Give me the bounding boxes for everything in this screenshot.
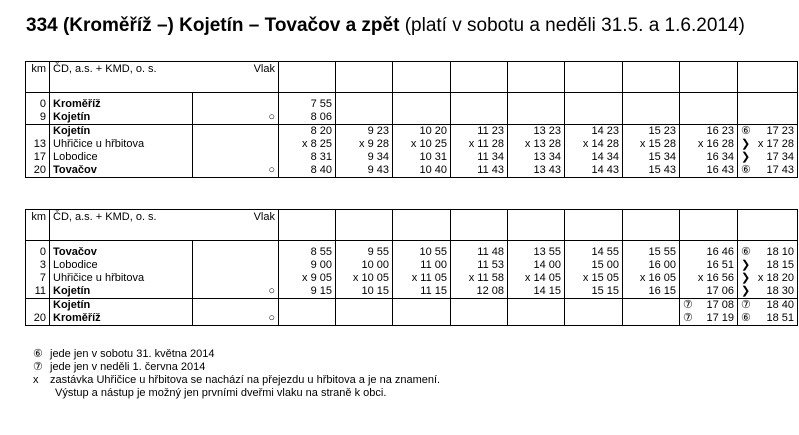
time-cell <box>451 98 508 111</box>
time-cell: 14 00 <box>508 259 565 272</box>
zone-cell: ○ <box>193 285 279 299</box>
time-cell: 14 55 <box>565 246 623 259</box>
time-cell: x 14 28 <box>565 138 623 151</box>
time-cell <box>393 312 451 326</box>
time-cell: 12 08 <box>451 285 508 299</box>
time-cell <box>393 98 451 111</box>
time-cell-last <box>738 299 798 313</box>
footnote-sunday <box>33 361 440 374</box>
time-cell: x 10 25 <box>393 138 451 151</box>
km-cell: 20 <box>26 164 50 178</box>
time-cell: 11 23 <box>451 125 508 139</box>
footnote-text: jede jen v sobotu 31. května 2014 <box>50 348 215 360</box>
station-cell <box>50 164 193 178</box>
time-cell-last <box>738 285 798 299</box>
train-header <box>279 210 336 241</box>
station-cell <box>50 138 193 151</box>
time-cell: 16 00 <box>623 259 680 272</box>
time-cell-last <box>738 312 798 326</box>
station-name: Uhřičice u hřbitova <box>53 272 145 284</box>
time-cell: 8 40 <box>279 164 336 178</box>
time-cell <box>336 312 393 326</box>
zone-cell <box>193 138 279 151</box>
time-value: x 18 20 <box>757 272 794 284</box>
station-cell <box>50 272 193 285</box>
station-cell <box>50 125 193 139</box>
time-cell: x 8 25 <box>279 138 336 151</box>
km-cell: 13 <box>26 138 50 151</box>
time-cell-last <box>738 246 798 259</box>
header-vlak: Vlak <box>253 211 275 223</box>
time-value: 17 08 <box>706 299 734 311</box>
day-mark: ⑦ <box>683 299 693 311</box>
train-header <box>336 210 393 241</box>
time-cell: 10 00 <box>336 259 393 272</box>
time-cell <box>680 312 738 326</box>
time-cell: 8 20 <box>279 125 336 139</box>
day-mark: ❯ <box>741 138 751 150</box>
header-km: km <box>26 210 50 241</box>
time-cell: 9 23 <box>336 125 393 139</box>
time-cell: 9 34 <box>336 151 393 164</box>
station-cell <box>50 312 193 326</box>
time-cell: x 16 28 <box>680 138 738 151</box>
day-mark: ⑥ <box>741 164 751 176</box>
time-cell: 8 06 <box>279 111 336 125</box>
train-header <box>508 62 565 93</box>
zone-cell <box>193 98 279 111</box>
sunday-symbol: ⑦ <box>33 361 43 373</box>
km-cell <box>26 299 50 313</box>
timetable-return <box>25 209 798 326</box>
station-name: Kojetín <box>53 285 91 297</box>
station-cell <box>50 299 193 313</box>
time-cell <box>680 259 738 272</box>
time-cell: 11 53 <box>451 259 508 272</box>
time-value: 16 51 <box>706 259 734 271</box>
station-cell <box>50 259 193 272</box>
day-mark: ❯ <box>741 285 751 297</box>
zone-cell: ○ <box>193 312 279 326</box>
zone-cell <box>193 259 279 272</box>
table-row <box>26 98 798 111</box>
train-header <box>680 62 738 93</box>
zone-cell <box>193 151 279 164</box>
time-cell: 9 15 <box>279 285 336 299</box>
time-value: 17 06 <box>706 285 734 297</box>
time-cell: 10 55 <box>393 246 451 259</box>
time-cell: x 11 58 <box>451 272 508 285</box>
zone-cell <box>193 125 279 139</box>
train-header <box>508 210 565 241</box>
time-value: 17 43 <box>766 164 794 176</box>
day-mark: ⑥ <box>741 125 751 137</box>
station-name: Kojetín <box>53 125 91 137</box>
time-cell-last <box>738 259 798 272</box>
km-cell: 17 <box>26 151 50 164</box>
train-header <box>680 210 738 241</box>
time-value: 17 19 <box>706 312 734 324</box>
title-main: 334 (Kroměříž –) Kojetín – Tovačov a zpět <box>26 15 400 36</box>
time-cell: 14 34 <box>565 151 623 164</box>
time-cell: 7 55 <box>279 98 336 111</box>
time-cell <box>393 299 451 313</box>
title-sub: (platí v sobotu a neděli 31.5. a 1.6.2014) <box>404 15 745 36</box>
km-cell <box>26 125 50 139</box>
time-cell <box>508 98 565 111</box>
time-cell: 16 43 <box>680 164 738 178</box>
time-cell <box>451 312 508 326</box>
train-header <box>738 62 798 93</box>
train-header <box>393 62 451 93</box>
station-cell <box>50 285 193 299</box>
time-cell <box>336 299 393 313</box>
table-header-row <box>26 62 798 93</box>
time-cell: x 13 28 <box>508 138 565 151</box>
time-cell-last <box>738 125 798 139</box>
time-value: 18 10 <box>766 246 794 258</box>
time-cell <box>451 299 508 313</box>
time-cell <box>565 98 623 111</box>
time-cell: 13 34 <box>508 151 565 164</box>
header-km: km <box>26 62 50 93</box>
time-cell: x 15 28 <box>623 138 680 151</box>
zone-cell <box>193 246 279 259</box>
day-mark: ⑦ <box>683 312 693 324</box>
train-header <box>623 210 680 241</box>
km-cell: 20 <box>26 312 50 326</box>
time-cell: 15 34 <box>623 151 680 164</box>
time-cell: 16 34 <box>680 151 738 164</box>
time-cell <box>279 312 336 326</box>
km-cell: 3 <box>26 259 50 272</box>
station-name: Uhřičice u hřbitova <box>53 138 145 150</box>
footnote-text: zastávka Uhřičice u hřbitova se nachází na přejezdu u hřbitova a je na znamení. <box>50 374 441 386</box>
time-cell: x 9 28 <box>336 138 393 151</box>
time-value: x 17 28 <box>757 138 794 150</box>
time-cell: 10 31 <box>393 151 451 164</box>
time-cell <box>680 299 738 313</box>
time-cell: 13 43 <box>508 164 565 178</box>
day-mark: ❯ <box>741 259 751 271</box>
station-cell <box>50 98 193 111</box>
zone-cell <box>193 299 279 313</box>
time-cell: 8 55 <box>279 246 336 259</box>
time-value: 18 15 <box>766 259 794 271</box>
day-mark: ⑦ <box>741 299 751 311</box>
time-cell: x 15 05 <box>565 272 623 285</box>
time-cell: 16 23 <box>680 125 738 139</box>
table-row <box>26 125 798 139</box>
station-cell <box>50 246 193 259</box>
time-value: 17 34 <box>766 151 794 163</box>
time-value: 18 51 <box>766 312 794 324</box>
time-cell-last <box>738 164 798 178</box>
time-cell <box>680 111 738 125</box>
time-cell <box>680 98 738 111</box>
day-mark: ❯ <box>741 272 751 284</box>
time-cell <box>565 111 623 125</box>
time-cell: 15 55 <box>623 246 680 259</box>
time-cell: 14 23 <box>565 125 623 139</box>
time-cell <box>279 299 336 313</box>
header-vlak: Vlak <box>253 63 275 75</box>
header-carrier: ČD, a.s. + KMD, o. s. <box>53 63 157 75</box>
time-value: 18 40 <box>766 299 794 311</box>
time-cell <box>623 111 680 125</box>
time-cell <box>565 312 623 326</box>
time-cell: 11 00 <box>393 259 451 272</box>
time-cell <box>680 272 738 285</box>
time-cell <box>508 312 565 326</box>
station-name: Lobodice <box>53 259 98 271</box>
train-header <box>565 62 623 93</box>
day-mark: ⑥ <box>741 312 751 324</box>
time-cell-last <box>738 151 798 164</box>
table-row <box>26 138 798 151</box>
table-row <box>26 259 798 272</box>
zone-cell: ○ <box>193 111 279 125</box>
time-cell: 14 43 <box>565 164 623 178</box>
table-header-row <box>26 210 798 241</box>
header-carrier-cell <box>50 210 279 241</box>
time-cell <box>623 98 680 111</box>
time-cell: x 10 05 <box>336 272 393 285</box>
time-cell: 15 00 <box>565 259 623 272</box>
time-cell <box>451 111 508 125</box>
time-cell <box>508 111 565 125</box>
time-cell <box>680 285 738 299</box>
table-row <box>26 151 798 164</box>
time-cell: 9 00 <box>279 259 336 272</box>
time-cell-last <box>738 138 798 151</box>
time-cell: 11 15 <box>393 285 451 299</box>
train-header <box>336 62 393 93</box>
time-cell: 11 43 <box>451 164 508 178</box>
station-name: Kojetín <box>53 299 91 311</box>
time-cell: 11 48 <box>451 246 508 259</box>
time-cell <box>565 299 623 313</box>
time-cell: 8 31 <box>279 151 336 164</box>
time-cell-last <box>738 98 798 111</box>
table-row <box>26 246 798 259</box>
timetable-outbound <box>25 61 798 178</box>
footnote-saturday <box>33 348 440 361</box>
header-carrier: ČD, a.s. + KMD, o. s. <box>53 211 157 223</box>
time-cell: 9 43 <box>336 164 393 178</box>
time-cell <box>393 111 451 125</box>
time-value: 18 30 <box>766 285 794 297</box>
km-cell: 7 <box>26 272 50 285</box>
station-name: Tovačov <box>53 246 97 258</box>
time-cell: 15 15 <box>565 285 623 299</box>
time-cell <box>508 299 565 313</box>
time-value: 17 23 <box>766 125 794 137</box>
table-row <box>26 272 798 285</box>
page-title <box>26 14 745 38</box>
time-cell <box>336 111 393 125</box>
station-cell <box>50 151 193 164</box>
train-header <box>623 62 680 93</box>
station-name: Tovačov <box>53 164 97 176</box>
time-cell-last <box>738 111 798 125</box>
saturday-symbol: ⑥ <box>33 348 43 360</box>
time-cell: x 9 05 <box>279 272 336 285</box>
footnote-text: jede jen v neděli 1. června 2014 <box>50 361 206 373</box>
time-cell <box>680 246 738 259</box>
train-header <box>451 210 508 241</box>
time-cell: 10 20 <box>393 125 451 139</box>
km-cell: 9 <box>26 111 50 125</box>
day-mark: ❯ <box>741 151 751 163</box>
time-cell: 10 40 <box>393 164 451 178</box>
day-mark: ⑥ <box>741 246 751 258</box>
train-header <box>279 62 336 93</box>
station-cell <box>50 111 193 125</box>
footnotes <box>33 348 440 400</box>
time-value: 16 46 <box>706 246 734 258</box>
train-header <box>393 210 451 241</box>
time-cell: 15 43 <box>623 164 680 178</box>
train-header <box>565 210 623 241</box>
time-cell: x 11 05 <box>393 272 451 285</box>
zone-cell <box>193 272 279 285</box>
time-cell: 9 55 <box>336 246 393 259</box>
km-cell: 0 <box>26 246 50 259</box>
time-cell: 16 15 <box>623 285 680 299</box>
footnote-text: Výstup a nástup je možný jen prvními dveřmi vlaku na straně k obci. <box>55 387 387 399</box>
time-cell <box>623 299 680 313</box>
train-header <box>451 62 508 93</box>
time-cell: x 14 05 <box>508 272 565 285</box>
station-name: Kroměříž <box>53 312 101 324</box>
km-cell: 11 <box>26 285 50 299</box>
station-name: Lobodice <box>53 151 98 163</box>
train-header <box>738 210 798 241</box>
time-cell <box>336 98 393 111</box>
header-carrier-cell <box>50 62 279 93</box>
time-cell: 10 15 <box>336 285 393 299</box>
time-cell: 15 23 <box>623 125 680 139</box>
table-row <box>26 312 798 326</box>
time-cell <box>623 312 680 326</box>
time-cell: x 11 28 <box>451 138 508 151</box>
time-cell: x 16 05 <box>623 272 680 285</box>
request-stop-symbol: x <box>33 374 39 386</box>
table-row <box>26 111 798 125</box>
table-row <box>26 164 798 178</box>
time-cell: 14 15 <box>508 285 565 299</box>
time-cell: 13 55 <box>508 246 565 259</box>
table-row <box>26 299 798 313</box>
time-value: x 16 56 <box>697 272 734 284</box>
km-cell: 0 <box>26 98 50 111</box>
zone-cell: ○ <box>193 164 279 178</box>
time-cell: 13 23 <box>508 125 565 139</box>
footnote-boarding <box>33 387 440 400</box>
station-name: Kroměříž <box>53 98 101 110</box>
time-cell-last <box>738 272 798 285</box>
table-row <box>26 285 798 299</box>
footnote-request-stop <box>33 374 440 387</box>
station-name: Kojetín <box>53 111 91 123</box>
time-cell: 11 34 <box>451 151 508 164</box>
